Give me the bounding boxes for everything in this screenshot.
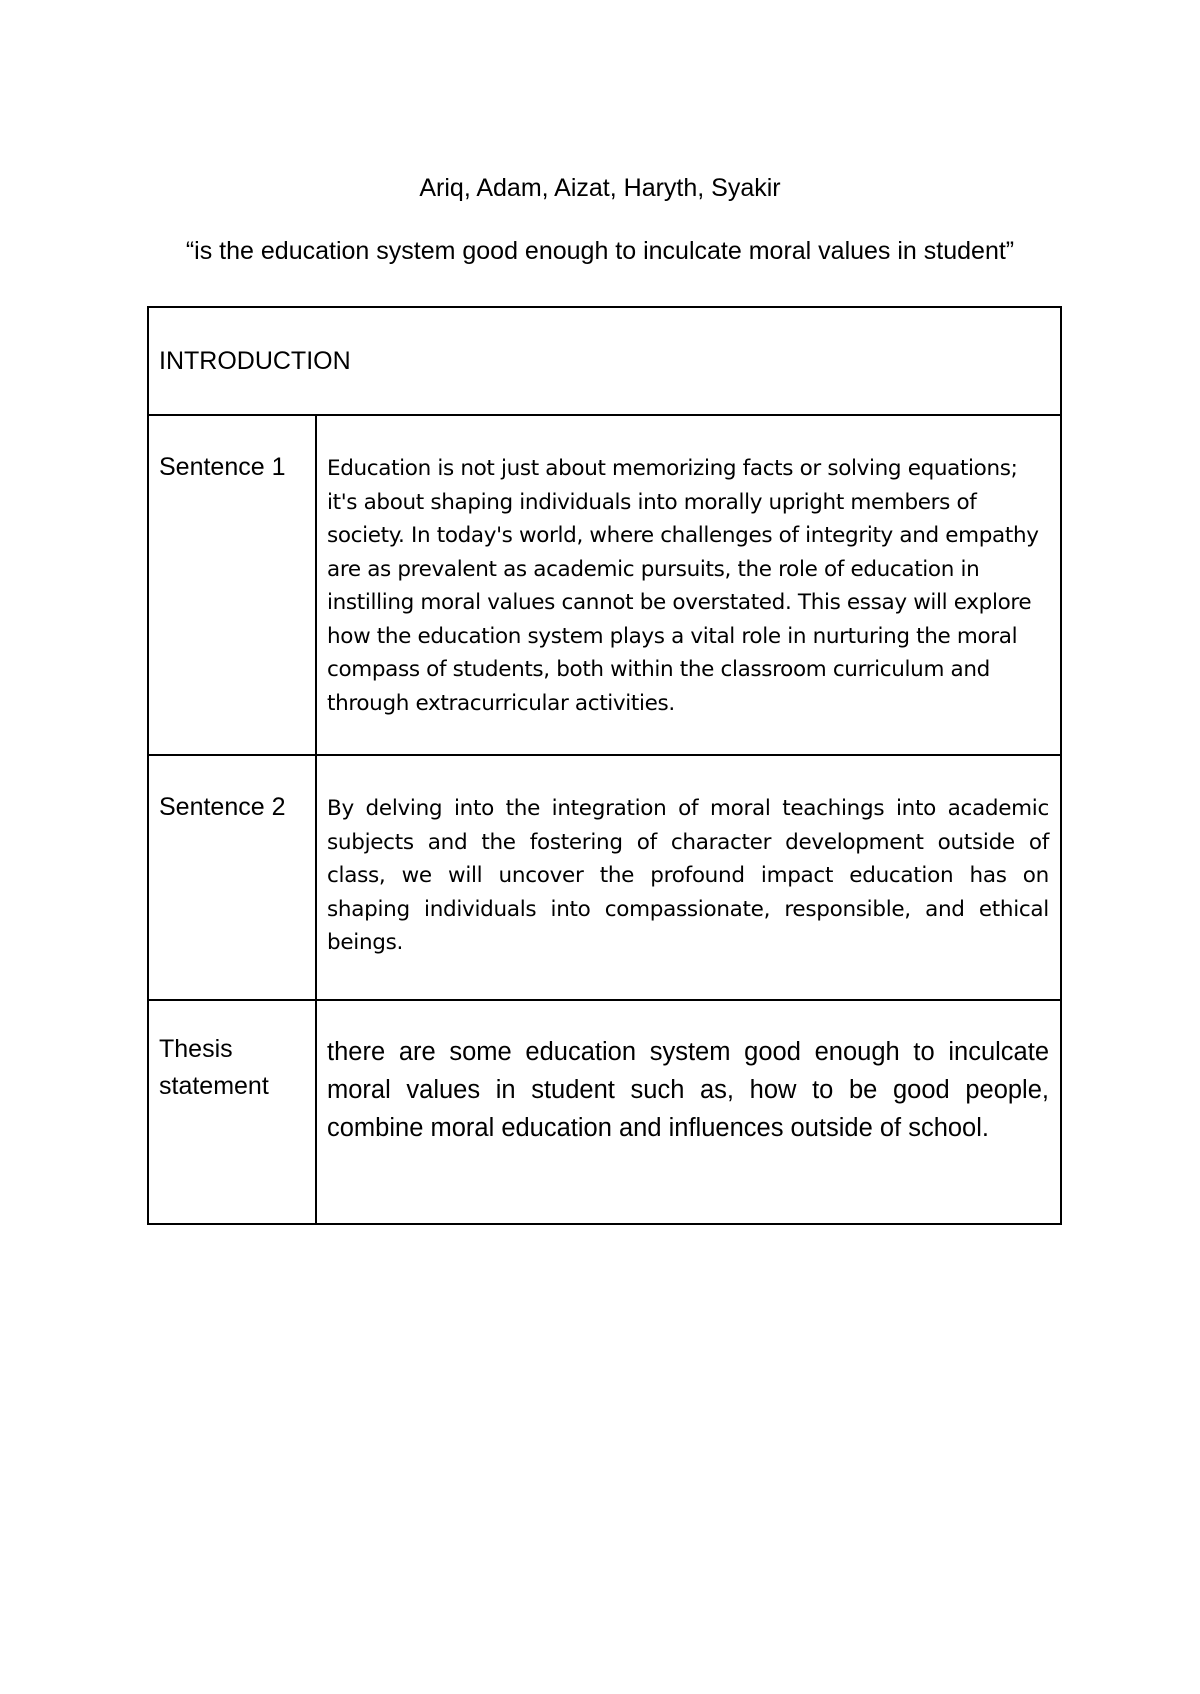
row-label-cell: [148, 1000, 316, 1224]
section-heading: INTRODUCTION: [148, 307, 1061, 415]
row-content-cell: [316, 755, 1061, 1000]
row-label-cell: [148, 415, 316, 755]
table-row: [148, 1000, 1061, 1224]
sentence-2-text: By delving into the integration of moral teachings into academic subjects and the fostering of character development outside of class, we will uncover the profound impact education has on shaping individuals into compassionate, responsible, and ethical beings.: [327, 796, 1049, 955]
table-row: [148, 755, 1061, 1000]
introduction-outline-table: [147, 306, 1062, 1225]
authors-line: Ariq, Adam, Aizat, Haryth, Syakir: [419, 174, 781, 202]
row-label: Thesis statement: [159, 1035, 269, 1100]
essay-question-title: “is the education system good enough to inculcate moral values in student”: [185, 237, 1015, 265]
row-label: Sentence 1: [159, 453, 286, 481]
table-row: [148, 415, 1061, 755]
row-label: Sentence 2: [159, 793, 286, 821]
section-heading-row: [148, 307, 1061, 415]
row-content-cell: [316, 1000, 1061, 1224]
thesis-statement-text: there are some education system good enough to inculcate moral values in student such as, how to be good people, combine moral education and influences outside of school.: [327, 1038, 1049, 1142]
sentence-1-text: Education is not just about memorizing facts or solving equations; it's about shaping individuals into morally upright members of society. In today's world, where challenges of integrity and empathy are as prevalent as academic pursuits, the role of education in instilling moral values cannot be overstated. This essay will explore how the education system plays a vital role in nurturing the moral compass of students, both within the classroom curriculum and through extracurricular activities.: [327, 456, 1039, 716]
row-content-cell: [316, 415, 1061, 755]
row-label-cell: [148, 755, 316, 1000]
